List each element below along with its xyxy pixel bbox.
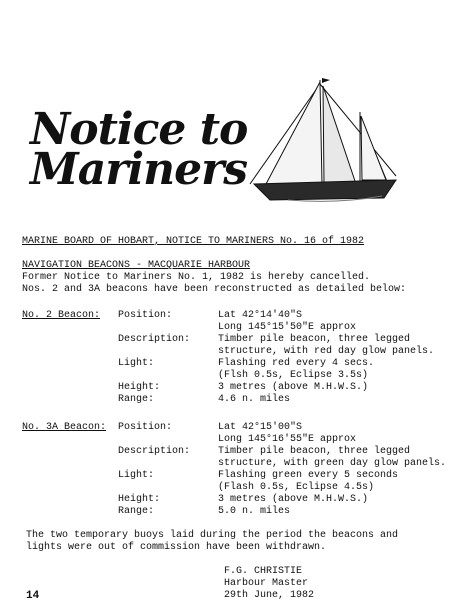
light-label: Light: — [118, 470, 155, 481]
intro-line-2: Nos. 2 and 3A beacons have been reconstructed as detailed below: — [22, 284, 407, 295]
range-label: Range: — [118, 394, 155, 405]
position-label: Position: — [118, 310, 173, 321]
intro-line-1: Former Notice to Mariners No. 1, 1982 is hereby cancelled. — [22, 272, 371, 283]
position-label: Position: — [118, 422, 173, 433]
signature-title: Harbour Master — [224, 578, 309, 589]
description-line-2: structure, with red day glow panels. — [218, 346, 435, 357]
position-lat: Lat 42°14'40"S — [218, 310, 303, 321]
beacon-title: No. 3A Beacon: — [22, 422, 107, 433]
masthead-line-1: Notice to — [30, 104, 248, 155]
notice-subheading: NAVIGATION BEACONS - MACQUARIE HARBOUR — [22, 260, 251, 271]
light-line-1: Flashing red every 4 secs. — [218, 358, 375, 369]
closing-line-1: The two temporary buoys laid during the period the beacons and — [26, 530, 399, 541]
masthead-title — [30, 104, 248, 195]
description-line-2: structure, with green day glow panels. — [218, 458, 447, 469]
height-value: 3 metres (above M.H.W.S.) — [218, 382, 369, 393]
range-value: 4.6 n. miles — [218, 394, 291, 405]
description-label: Description: — [118, 334, 191, 345]
signature-name: F.G. CHRISTIE — [224, 566, 303, 577]
range-label: Range: — [118, 506, 155, 517]
light-line-2: (Flash 0.5s, Eclipse 4.5s) — [218, 482, 375, 493]
description-label: Description: — [118, 446, 191, 457]
description-line-1: Timber pile beacon, three legged — [218, 446, 411, 457]
beacon-title: No. 2 Beacon: — [22, 310, 101, 321]
height-label: Height: — [118, 382, 161, 393]
signature-date: 29th June, 1982 — [224, 590, 315, 601]
notice-heading: MARINE BOARD OF HOBART, NOTICE TO MARINERS No. 16 of 1982 — [22, 236, 365, 247]
page-number: 14 — [26, 590, 40, 602]
masthead-line-2: Mariners — [30, 144, 248, 195]
closing-line-2: lights were out of commission have been withdrawn. — [26, 542, 327, 553]
position-lat: Lat 42°15'00"S — [218, 422, 303, 433]
light-line-2: (Flsh 0.5s, Eclipse 3.5s) — [218, 370, 369, 381]
sailing-ship-icon — [248, 72, 398, 212]
height-value: 3 metres (above M.H.W.S.) — [218, 494, 369, 505]
light-label: Light: — [118, 358, 155, 369]
position-long: Long 145°15'50"E approx — [218, 322, 357, 333]
description-line-1: Timber pile beacon, three legged — [218, 334, 411, 345]
height-label: Height: — [118, 494, 161, 505]
range-value: 5.0 n. miles — [218, 506, 291, 517]
position-long: Long 145°16'55"E approx — [218, 434, 357, 445]
light-line-1: Flashing green every 5 seconds — [218, 470, 399, 481]
